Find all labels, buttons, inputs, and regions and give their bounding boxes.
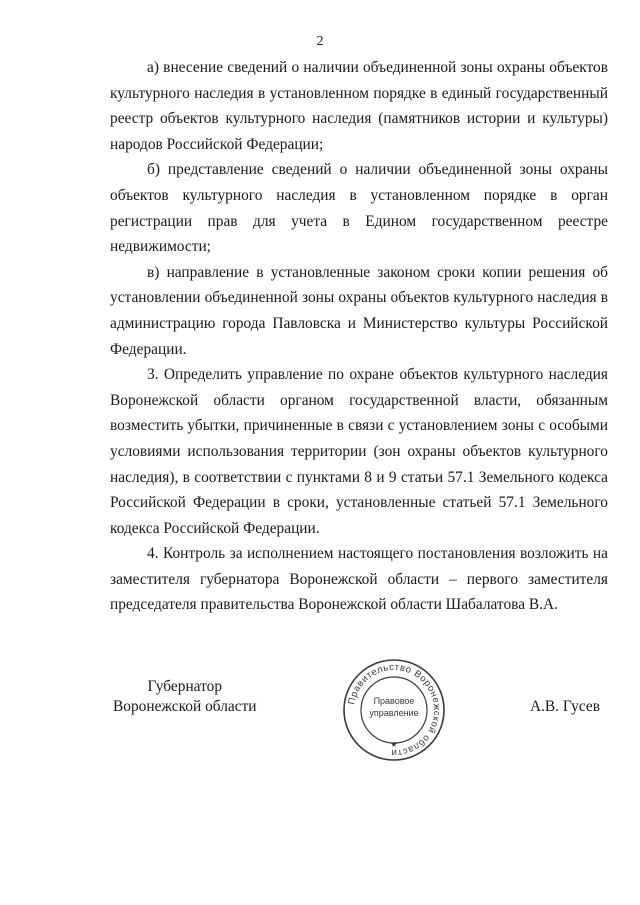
stamp-ring-text: Правительство Воронежской области — [346, 661, 443, 759]
signatory-position — [113, 677, 257, 717]
stamp-seal-icon — [340, 656, 448, 764]
paragraph-v: в) направление в установленные законом сроки копии решения об установлении объединенной зоны охраны объектов культурного наследия в администрацию города Павловска и Министерство культуры Российской Федерации. — [110, 263, 608, 358]
document-body — [110, 55, 608, 618]
position-title: Губернатор — [147, 678, 223, 695]
page-number: 2 — [316, 34, 324, 49]
paragraph-3: 3. Определить управление по охране объектов культурного наследия Воронежской области органом государственной власти, обязанным возместить убытки, причиненные в связи с установлением зоны с особыми условиями использования территории (зон охраны объектов культурного наследия), в соответствии с пунктами 8 и 9 статьи 57.1 Земельного кодекса Российской Федерации в сроки, установленные статьей 57.1 Земельного кодекса Российской Федерации. — [110, 366, 608, 537]
paragraph-a: а) внесение сведений о наличии объединенной зоны охраны объектов культурного наследия в установленном порядке в единый государственный реестр объектов культурного наследия (памятников истории и культуры) народов Российской Федерации; — [110, 59, 608, 153]
paragraph-b: б) представление сведений о наличии объединенной зоны охраны объектов культурного наследия в установленном порядке в орган регистрации прав для учета в Едином государственном реестре недвижимости; — [110, 161, 608, 256]
stamp-star-icon: ★ — [390, 740, 398, 749]
stamp-center-line2: управление — [369, 708, 419, 718]
stamp-center-line1: Правовое — [373, 696, 415, 706]
official-stamp — [340, 656, 448, 764]
paragraph-4: 4. Контроль за исполнением настоящего постановления возложить на заместителя губернатора Воронежской области – первого заместителя председателя правительства Воронежской области Шабалатова В.А. — [110, 545, 608, 614]
signatory-name: А.В. Гусев — [529, 698, 600, 715]
position-region: Воронежской области — [113, 698, 257, 715]
